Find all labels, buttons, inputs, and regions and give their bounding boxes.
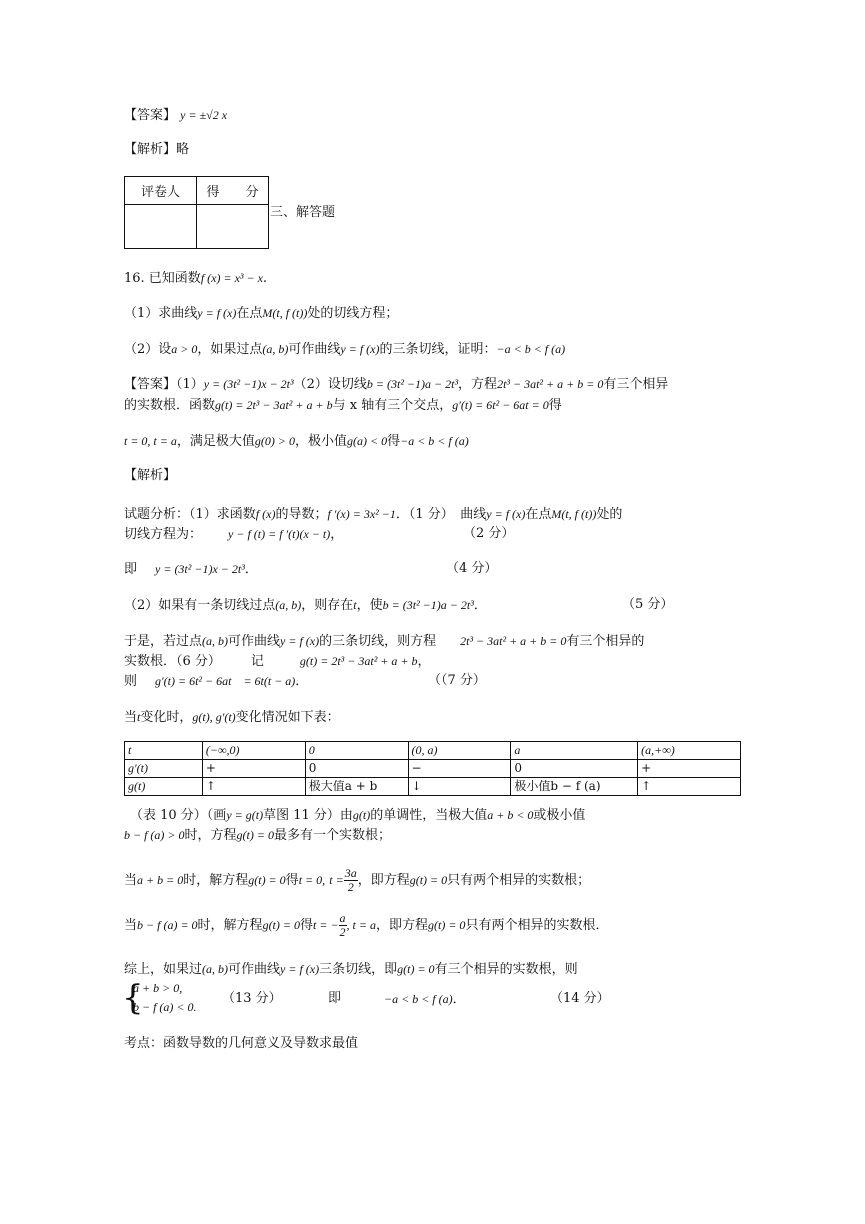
at-text: 最多有一个实数根； — [273, 828, 391, 843]
q16-p2-formula3: y = f (x) — [340, 342, 380, 356]
q16-answer-line1 — [124, 375, 668, 394]
score-box — [124, 176, 269, 249]
q16-p1-text3: 处的切线方程； — [307, 306, 399, 321]
an-formula: g′(t) = 6t² − 6at — [155, 674, 232, 688]
at-text: （表 10 分）（画 — [130, 808, 227, 823]
ans-text: （2）设切线 — [293, 377, 367, 392]
at-text: 只有两个相异的实数根． — [465, 918, 609, 933]
at-text: 只有两个相异的实数根； — [447, 873, 591, 888]
q16-p1-formula: y = f (x) — [197, 306, 237, 320]
after-table-line2 — [124, 826, 391, 845]
q16-p1-text2: 在点 — [236, 306, 263, 321]
ans-text: ，满足极大值 — [176, 434, 255, 449]
ans-formula: g(a) < 0 — [347, 434, 388, 448]
table-cell: 极大值a + b — [305, 778, 408, 796]
q16-p2-formula2: (a, b) — [262, 342, 289, 356]
table-cell: ↑ — [638, 778, 741, 796]
ans-text: ，方程 — [458, 377, 498, 392]
an-text: 的三条切线，则方程 — [319, 634, 437, 649]
an-text: 则 — [124, 674, 138, 689]
an-formula: t — [353, 598, 357, 612]
q16-analysis-label: 【解析】 — [124, 468, 177, 483]
an-text: 于是，若过点 — [124, 634, 203, 649]
at-text: 得 — [300, 918, 314, 933]
an-text: 记 — [250, 654, 264, 669]
at-formula: b − f (a) > 0 — [124, 828, 185, 842]
q16-stem — [124, 269, 267, 288]
analysis-step1 — [124, 505, 622, 524]
table-cell: 0 — [305, 760, 408, 778]
at-formula: (a, b) — [202, 962, 229, 976]
at-formula: y = g(t) — [226, 808, 264, 822]
an-formula: M(t, f (t)) — [551, 507, 597, 521]
ans-text: 的实数根．函数 — [124, 398, 216, 413]
analysis-step2 — [124, 525, 343, 544]
analysis-step3-score: （4 分） — [446, 561, 498, 576]
an-text: 实数根．（6 分） — [124, 654, 221, 669]
analysis-step4-score: （5 分） — [622, 597, 674, 612]
table-cell: 0 — [511, 760, 638, 778]
an-formula: y = (3t² −1)x − 2t³ — [155, 562, 245, 576]
table-cell: t — [125, 742, 203, 760]
at-text: 当 — [124, 918, 138, 933]
at-formula: g(t) = 0 — [409, 873, 448, 887]
fraction-denominator: 2 — [339, 925, 346, 939]
fraction-denominator: 2 — [347, 880, 354, 894]
an-formula: f (x) — [255, 507, 276, 521]
at-formula: g(t) — [352, 808, 371, 822]
ans-formula: g′(t) = 6t² − 6at = 0 — [452, 398, 549, 412]
q16-answer-line3 — [124, 432, 469, 451]
answer-formula: y = ±√2 x — [180, 108, 228, 122]
table-cell: g′(t) — [125, 760, 203, 778]
q16-p2-text2: ，如果过点 — [197, 342, 263, 357]
score-box-grader-header: 评卷人 — [125, 177, 197, 205]
at-text: 时，解方程 — [183, 873, 249, 888]
ans-formula: b = (3t² −1)a − 2t³ — [366, 377, 459, 391]
at-formula: g(t) = 0 — [428, 918, 466, 932]
an-text: ，则存在 — [301, 598, 354, 613]
an-formula: y = f (x) — [486, 507, 526, 521]
an-formula: = 6t(t − a) — [243, 674, 296, 688]
an-text: 切线方程为： — [124, 527, 203, 542]
an-formula: y = f (x) — [280, 634, 320, 648]
an-text: 即 — [124, 562, 138, 577]
q16-part2 — [124, 340, 565, 359]
answer-label: 【答案】 — [124, 108, 177, 123]
after-table-line1 — [130, 806, 585, 825]
analysis-step5 — [124, 632, 644, 651]
at-text: ，即方程 — [375, 918, 428, 933]
ans-text: 有三个相异 — [603, 377, 669, 392]
q16-p2-formula4: −a < b < f (a) — [496, 342, 566, 356]
at-formula: g(t) = 0 — [262, 918, 300, 932]
analysis-label: 【解析】 — [124, 142, 177, 157]
score-box-grader-cell — [125, 205, 197, 249]
an-text: ， — [330, 527, 344, 542]
ans-text: 与 x 轴有三个交点， — [332, 398, 453, 413]
at-formula: a + b < 0 — [487, 808, 534, 822]
an-formula: y − f (t) = f ′(t)(x − t) — [228, 527, 331, 541]
table-cell: a — [511, 742, 638, 760]
q16-stem-text: 16. 已知函数 — [124, 271, 201, 286]
analysis-step4 — [124, 596, 487, 615]
at-formula: y = f (x) — [280, 962, 320, 976]
at-text: 三条切线，即 — [319, 962, 398, 977]
case1-line — [124, 867, 590, 894]
an-text: ． — [295, 674, 309, 689]
q16-stem-end: . — [262, 271, 268, 286]
an-text: ， — [417, 654, 431, 669]
table-cell: ↓ — [408, 778, 511, 796]
table-row — [125, 778, 741, 796]
q16-p2-formula: a > 0 — [171, 342, 198, 356]
analysis-line-15 — [124, 141, 189, 159]
an-formula: (a, b) — [275, 598, 302, 612]
at-text: ． — [452, 992, 466, 1007]
at-formula: t = 0, — [298, 873, 326, 887]
an-formula: b = (3t² −1)a − 2t³ — [382, 598, 474, 612]
an-text: 试题分析：（1）求函数 — [124, 507, 256, 522]
system-brace: { — [122, 978, 144, 1018]
conclusion-text: 即 — [328, 991, 342, 1006]
at-text: 或极小值 — [533, 808, 586, 823]
analysis-step7 — [124, 672, 308, 691]
an-text: 当 — [124, 710, 138, 725]
case2-line — [124, 912, 608, 939]
table-cell: (0, a) — [408, 742, 511, 760]
conclusion-result — [384, 990, 466, 1009]
q16-answer-line2 — [124, 396, 562, 415]
an-text: ． — [473, 598, 487, 613]
an-text: 在点 — [525, 507, 552, 522]
q16-p2-text: （2）设 — [124, 342, 172, 357]
an-text: ． — [244, 562, 258, 577]
ans-formula: −a < b < f (a) — [400, 434, 469, 448]
table-cell: ↑ — [202, 778, 305, 796]
an-formula: g(t), g′(t) — [192, 710, 236, 724]
analysis-text: 略 — [176, 142, 190, 157]
q16-p1-text: （1）求曲线 — [124, 306, 198, 321]
at-text: 有三个相异的实数根，则 — [434, 962, 578, 977]
table-row — [125, 742, 741, 760]
at-text: 时，方程 — [184, 828, 237, 843]
analysis-step2-score: （2 分） — [463, 526, 515, 541]
analysis-step6 — [124, 652, 431, 671]
system-line2: b − f (a) < 0. — [133, 1000, 197, 1014]
score-box-score-cell — [197, 205, 269, 249]
conclusion-line1 — [124, 960, 578, 979]
ans-formula: t = 0, t = a — [124, 434, 177, 448]
q16-p1-formula2: M(t, f (t)) — [262, 306, 308, 320]
analysis-step7-score: （（7 分） — [428, 673, 486, 688]
ans-formula: g(0) > 0 — [254, 434, 295, 448]
answer-line-15 — [124, 106, 227, 125]
ans-text: 得 — [387, 434, 401, 449]
an-text: 变化时， — [140, 710, 193, 725]
ans-formula: y = (3t² −1)x − 2t³ — [203, 377, 294, 391]
at-formula: t = − — [313, 918, 339, 932]
section-title: 三、解答题 — [270, 205, 336, 220]
ans-text: （1） — [176, 377, 204, 392]
at-formula: g(t) = 0 — [236, 828, 274, 842]
at-formula: a + b = 0 — [137, 873, 184, 887]
at-text: 时，解方程 — [197, 918, 263, 933]
table-cell: (a,+∞) — [638, 742, 741, 760]
at-formula: g(t) = 0 — [248, 873, 286, 887]
at-formula: −a < b < f (a) — [384, 992, 453, 1006]
q16-p2-text3: 可作曲线 — [288, 342, 341, 357]
at-text: 综上，如果过 — [124, 962, 203, 977]
an-formula: t — [137, 710, 141, 724]
an-text: ，使 — [356, 598, 383, 613]
an-formula: g(t) = 2t³ − 3at² + a + b — [299, 654, 418, 668]
fraction — [344, 867, 358, 894]
table-cell: 极小值b − f (a) — [511, 778, 638, 796]
q16-stem-formula: f (x) = x³ − x — [200, 271, 263, 285]
variation-table — [124, 741, 741, 796]
an-text: 有三个相异的 — [566, 634, 645, 649]
table-cell: + — [638, 760, 741, 778]
at-formula: g(t) = 0 — [397, 962, 435, 976]
an-text: ．（1 分） 曲线 — [395, 507, 487, 522]
table-cell: − — [408, 760, 511, 778]
conclusion-score14: （14 分） — [550, 991, 610, 1006]
analysis-step8 — [124, 708, 340, 727]
ans-text: 得 — [548, 398, 562, 413]
at-formula: , t = a — [346, 918, 376, 932]
an-text: （2）如果有一条切线过点 — [124, 598, 276, 613]
at-text: 草图 11 分）由 — [263, 808, 353, 823]
table-cell: (−∞,0) — [202, 742, 305, 760]
system-line1: a + b > 0, — [133, 981, 183, 995]
at-text: 当 — [124, 873, 138, 888]
table-cell: g(t) — [125, 778, 203, 796]
conclusion-score13: （13 分） — [222, 991, 282, 1006]
an-formula: 2t³ − 3at² + a + b = 0 — [460, 634, 567, 648]
an-formula: (a, b) — [202, 634, 229, 648]
table-cell: 0 — [305, 742, 408, 760]
an-formula: f ′(x) = 3x² −1 — [327, 507, 396, 521]
q16-answer-label: 【答案】 — [124, 377, 177, 392]
at-text: ，即方程 — [357, 873, 410, 888]
knowledge-point: 考点：函数导数的几何意义及导数求最值 — [124, 1036, 359, 1051]
at-formula: t = — [329, 873, 344, 887]
an-text: 可作曲线 — [228, 634, 281, 649]
at-text: 可作曲线 — [228, 962, 281, 977]
fraction — [339, 912, 347, 939]
q16-part1 — [124, 304, 398, 323]
at-text: 得 — [285, 873, 299, 888]
analysis-step3 — [124, 560, 258, 579]
at-formula: b − f (a) = 0 — [137, 918, 198, 932]
ans-text: ，极小值 — [294, 434, 347, 449]
fraction-numerator: 3a — [344, 866, 357, 880]
an-text: 的导数； — [275, 507, 328, 522]
ans-formula: 2t³ − 3at² + a + b = 0 — [497, 377, 604, 391]
an-text: 处的 — [596, 507, 623, 522]
table-row — [125, 760, 741, 778]
fraction-numerator: a — [339, 911, 346, 925]
an-text: 变化情况如下表： — [235, 710, 340, 725]
at-text: 的单调性，当极大值 — [370, 808, 488, 823]
table-cell: + — [202, 760, 305, 778]
q16-p2-text4: 的三条切线，证明： — [379, 342, 497, 357]
ans-formula: g(t) = 2t³ − 3at² + a + b — [215, 398, 333, 412]
score-box-score-header: 得 分 — [197, 177, 269, 205]
